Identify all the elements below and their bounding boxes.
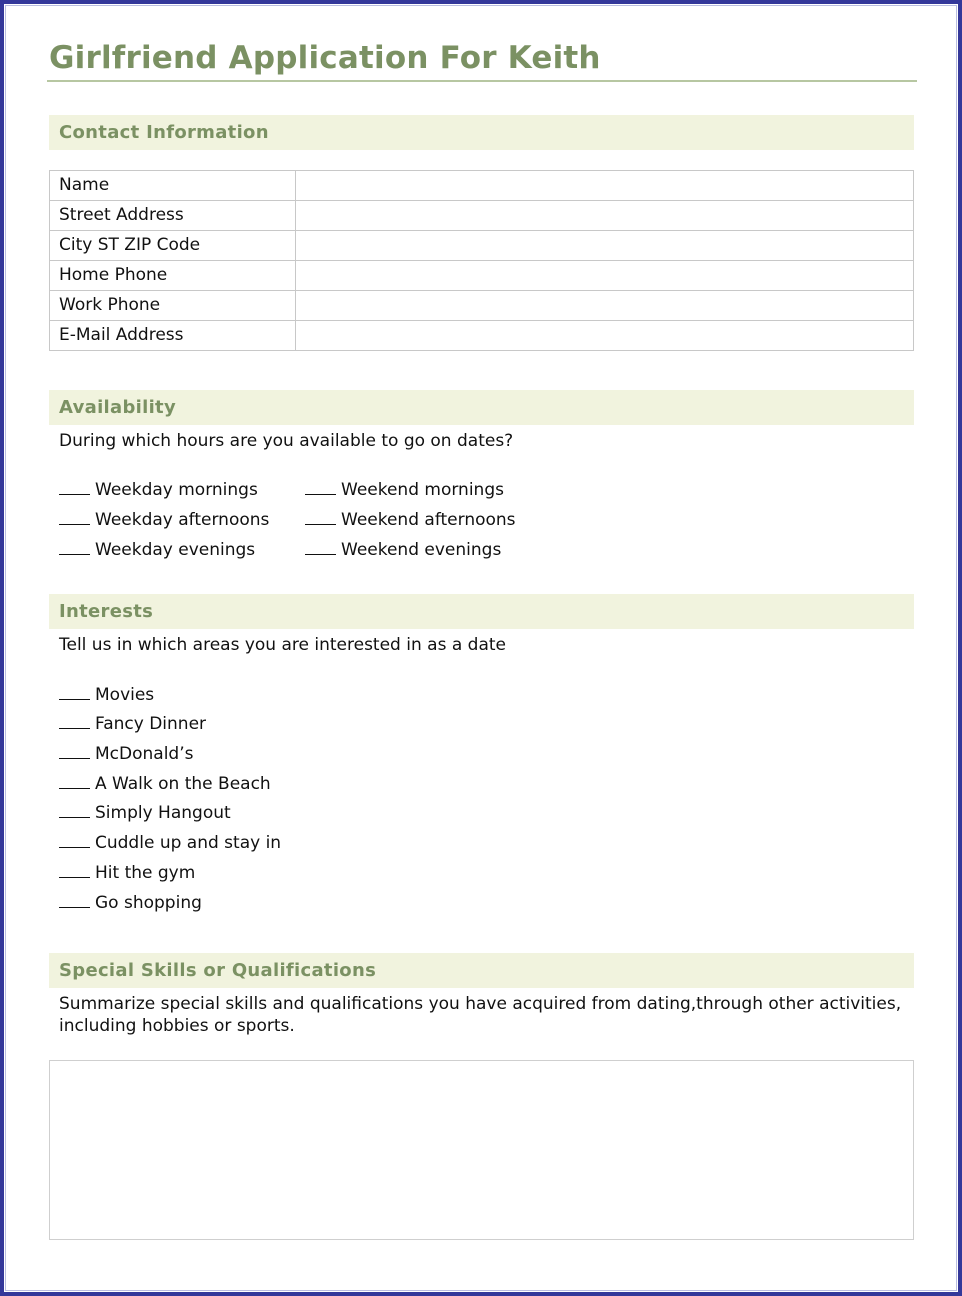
city-zip-field[interactable]: [296, 231, 914, 261]
blank-line: [59, 893, 90, 908]
checkbox-interest-mcdonalds[interactable]: [59, 743, 193, 765]
contact-label-home-phone: Home Phone: [50, 261, 296, 291]
contact-label-work-phone: Work Phone: [50, 291, 296, 321]
checkbox-weekday-afternoons[interactable]: [59, 509, 269, 531]
option-label: Cuddle up and stay in: [95, 833, 282, 853]
checkbox-weekday-mornings[interactable]: [59, 479, 258, 501]
blank-line: [305, 510, 336, 525]
checkbox-interest-beach-walk[interactable]: [59, 773, 271, 795]
option-label: Hit the gym: [95, 863, 196, 883]
option-label: A Walk on the Beach: [95, 774, 271, 794]
checkbox-weekend-afternoons[interactable]: [305, 509, 516, 531]
blank-line: [59, 685, 90, 700]
availability-section-heading: Availability: [49, 390, 914, 425]
option-label: Weekday mornings: [95, 480, 258, 500]
blank-line: [59, 863, 90, 878]
blank-line: [59, 480, 90, 495]
checkbox-interest-movies[interactable]: [59, 684, 154, 706]
interests-question: Tell us in which areas you are interested in as a date: [59, 635, 506, 655]
option-label: Weekend mornings: [341, 480, 504, 500]
table-row: [50, 321, 914, 351]
checkbox-weekend-evenings[interactable]: [305, 539, 501, 561]
checkbox-interest-hangout[interactable]: [59, 802, 231, 824]
interests-section-heading: Interests: [49, 594, 914, 629]
blank-line: [59, 803, 90, 818]
option-label: Weekday evenings: [95, 540, 256, 560]
skills-prompt-line-2: including hobbies or sports.: [59, 1016, 295, 1036]
checkbox-interest-shopping[interactable]: [59, 892, 202, 914]
title-divider: [47, 80, 917, 82]
blank-line: [59, 833, 90, 848]
option-label: Go shopping: [95, 893, 202, 913]
checkbox-weekend-mornings[interactable]: [305, 479, 504, 501]
table-row: [50, 291, 914, 321]
checkbox-interest-gym[interactable]: [59, 862, 195, 884]
street-address-field[interactable]: [296, 201, 914, 231]
table-row: [50, 261, 914, 291]
table-row: [50, 171, 914, 201]
blank-line: [59, 744, 90, 759]
contact-section-heading: Contact Information: [49, 115, 914, 150]
email-field[interactable]: [296, 321, 914, 351]
checkbox-interest-cuddle[interactable]: [59, 832, 281, 854]
work-phone-field[interactable]: [296, 291, 914, 321]
table-row: [50, 201, 914, 231]
skills-answer-box[interactable]: [49, 1060, 914, 1240]
option-label: Simply Hangout: [95, 803, 231, 823]
contact-label-name: Name: [50, 171, 296, 201]
contact-label-street: Street Address: [50, 201, 296, 231]
skills-section-heading: Special Skills or Qualifications: [49, 953, 914, 988]
option-label: Fancy Dinner: [95, 714, 207, 734]
contact-label-city: City ST ZIP Code: [50, 231, 296, 261]
option-label: Movies: [95, 685, 155, 705]
contact-label-email: E-Mail Address: [50, 321, 296, 351]
blank-line: [59, 540, 90, 555]
option-label: Weekday afternoons: [95, 510, 270, 530]
checkbox-weekday-evenings[interactable]: [59, 539, 255, 561]
table-row: [50, 231, 914, 261]
option-label: Weekend afternoons: [341, 510, 516, 530]
name-field[interactable]: [296, 171, 914, 201]
checkbox-interest-fancy-dinner[interactable]: [59, 713, 206, 735]
page-title: Girlfriend Application For Keith: [49, 40, 601, 76]
availability-question: During which hours are you available to go on dates?: [59, 431, 514, 451]
option-label: McDonald’s: [95, 744, 194, 764]
blank-line: [305, 540, 336, 555]
blank-line: [305, 480, 336, 495]
skills-prompt-line-1: Summarize special skills and qualifications you have acquired from dating,through other activities,: [59, 994, 902, 1014]
blank-line: [59, 714, 90, 729]
blank-line: [59, 510, 90, 525]
home-phone-field[interactable]: [296, 261, 914, 291]
option-label: Weekend evenings: [341, 540, 502, 560]
contact-table: [49, 170, 914, 351]
blank-line: [59, 774, 90, 789]
